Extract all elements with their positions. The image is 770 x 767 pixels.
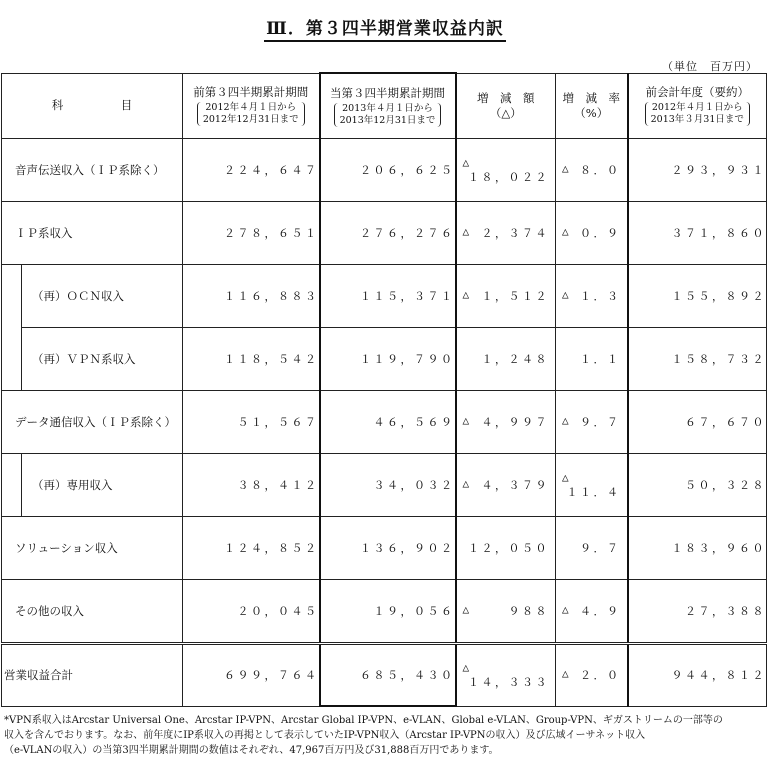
prev-year-value: ９４４，８１２ — [628, 644, 767, 707]
row-label: 音声伝送収入（ＩＰ系除く） — [2, 139, 183, 202]
change-value: １，５１２ — [481, 290, 549, 303]
header-prev-q3 — [183, 73, 320, 139]
prev-q3-value: ２２４，６４７ — [183, 139, 320, 202]
change-value: １４，３３３ — [468, 675, 549, 689]
header-rate-label: 増 減 率 — [562, 90, 620, 105]
table-row — [2, 265, 767, 328]
decrease-sign: △ — [462, 225, 472, 238]
change-cell — [456, 580, 556, 644]
decrease-sign: △ — [462, 288, 472, 301]
rate-sign: △ — [562, 288, 572, 301]
rate-value: ９．７ — [580, 542, 621, 555]
header-prev-q3-range: 2012年４月１日から 2012年12月31日まで — [197, 102, 305, 126]
prev-q3-value: １１６，８８３ — [183, 265, 320, 328]
rate-value: １．１ — [580, 353, 621, 366]
rate-cell — [556, 644, 628, 707]
cur-q3-value: ３４，０３２ — [320, 454, 456, 517]
rate-value: ０．９ — [580, 227, 621, 240]
change-cell — [456, 202, 556, 265]
prev-q3-value: ２７８，６５１ — [183, 202, 320, 265]
prev-year-value: ２９３，９３１ — [628, 139, 767, 202]
cur-q3-value: １９，０５６ — [320, 580, 456, 644]
table-row — [2, 454, 767, 517]
footnote-line: （e-VLANの収入）の当第3四半期累計期間の数値はそれぞれ、47,967百万円及び31,888百万円であります。 — [4, 745, 499, 756]
prev-year-value: １５８，７３２ — [628, 328, 767, 391]
rate-sign: △ — [562, 162, 572, 175]
indent-spacer — [2, 454, 22, 517]
decrease-sign: △ — [462, 414, 472, 427]
footnote-line: *VPN系収入はArcstar Universal One、Arcstar IP-VPN、Arcstar Global IP-VPN、e-VLAN、Global e-VLAN、Group-VPN、ギガストリームの一部等の — [4, 715, 723, 726]
header-change-sub: （△） — [489, 105, 522, 120]
footnote — [4, 713, 766, 758]
cur-q3-value: ２７６，２７６ — [320, 202, 456, 265]
prev-q3-value: ６９９，７６４ — [183, 644, 320, 707]
footnote-line: 収入を含んでおります。なお、前年度にIP系収入の再掲として表示していたIP-VPN収入（Arcstar IP-VPNの収入）及び広域イーサネット収入 — [4, 730, 646, 741]
revenue-breakdown-table — [1, 72, 767, 707]
decrease-sign: △ — [462, 477, 472, 490]
row-label: （再）専用収入 — [22, 454, 183, 517]
change-cell — [456, 391, 556, 454]
prev-q3-value: １２４，８５２ — [183, 517, 320, 580]
row-label: その他の収入 — [2, 580, 183, 644]
change-value: ４，３７９ — [481, 479, 549, 492]
change-value: １２，０５０ — [468, 542, 549, 555]
prev-year-value: １８３，９６０ — [628, 517, 767, 580]
indent-spacer — [2, 265, 22, 328]
rate-value: ９．７ — [580, 416, 621, 429]
rate-value: １．３ — [580, 290, 621, 303]
row-label: データ通信収入（ＩＰ系除く） — [2, 391, 183, 454]
rate-value: ２．０ — [580, 669, 621, 683]
decrease-sign: △ — [462, 660, 472, 674]
table-row — [2, 517, 767, 580]
prev-q3-value: ２０，０４５ — [183, 580, 320, 644]
change-value: ９８８ — [508, 605, 549, 618]
change-cell — [456, 328, 556, 391]
rate-cell — [556, 139, 628, 202]
header-cur-q3-range: 2013年４月１日から 2013年12月31日まで — [334, 103, 442, 127]
decrease-sign: △ — [462, 155, 472, 169]
table-row — [2, 202, 767, 265]
prev-q3-value: １１８，５４２ — [183, 328, 320, 391]
page-title: Ⅲ．第３四半期営業収益内訳 — [0, 14, 770, 39]
rate-cell — [556, 580, 628, 644]
change-cell — [456, 265, 556, 328]
header-prev-q3-label: 前第３四半期累計期間 — [193, 85, 309, 100]
change-value: ２，３７４ — [481, 227, 549, 240]
rate-cell — [556, 265, 628, 328]
rate-cell — [556, 454, 628, 517]
rate-cell — [556, 391, 628, 454]
header-row — [2, 73, 767, 139]
row-label: ソリューション収入 — [2, 517, 183, 580]
change-cell — [456, 644, 556, 707]
decrease-sign: △ — [462, 603, 472, 616]
prev-year-value: １５５，８９２ — [628, 265, 767, 328]
rate-sign: △ — [562, 470, 572, 484]
rate-value: １１．４ — [566, 485, 621, 499]
prev-year-value: ６７，６７０ — [628, 391, 767, 454]
total-row — [2, 644, 767, 707]
rate-cell — [556, 202, 628, 265]
change-value: １８，０２２ — [468, 170, 549, 184]
rate-cell — [556, 328, 628, 391]
table-row — [2, 580, 767, 644]
change-cell — [456, 139, 556, 202]
header-rate — [556, 73, 628, 139]
rate-cell — [556, 517, 628, 580]
prev-year-value: ３７１，８６０ — [628, 202, 767, 265]
table-row — [2, 328, 767, 391]
cur-q3-value: ２０６，６２５ — [320, 139, 456, 202]
header-cur-q3 — [320, 73, 456, 139]
header-change-label: 増 減 額 — [477, 90, 535, 105]
table-row — [2, 391, 767, 454]
prev-year-value: ２７，３８８ — [628, 580, 767, 644]
header-rate-sub: （%） — [574, 105, 609, 120]
unit-label: （単位 百万円） — [662, 60, 758, 73]
header-cur-q3-label: 当第３四半期累計期間 — [330, 85, 445, 100]
cur-q3-value: ６８５，４３０ — [320, 644, 456, 707]
change-cell — [456, 454, 556, 517]
rate-value: ８．０ — [580, 164, 621, 177]
header-prev-year-range: 2012年４月１日から 2013年３月31日まで — [645, 102, 750, 126]
row-label: 営業収益合計 — [2, 644, 183, 707]
header-prev-year-label: 前会計年度（要約） — [645, 85, 749, 100]
prev-q3-value: ３８，４１２ — [183, 454, 320, 517]
table-row — [2, 139, 767, 202]
change-value: ４，９９７ — [481, 416, 549, 429]
prev-q3-value: ５１，５６７ — [183, 391, 320, 454]
rate-sign: △ — [562, 667, 572, 681]
change-cell — [456, 517, 556, 580]
header-item: 科 目 — [2, 73, 183, 139]
header-change — [456, 73, 556, 139]
row-label: （再）ＶＰＮ系収入 — [22, 328, 183, 391]
cur-q3-value: １３６，９０２ — [320, 517, 456, 580]
rate-sign: △ — [562, 603, 572, 616]
header-prev-year — [628, 73, 767, 139]
rate-sign: △ — [562, 414, 572, 427]
cur-q3-value: ４６，５６９ — [320, 391, 456, 454]
change-value: １，２４８ — [481, 353, 549, 366]
prev-year-value: ５０，３２８ — [628, 454, 767, 517]
row-label: ＩＰ系収入 — [2, 202, 183, 265]
rate-value: ４．９ — [580, 605, 621, 618]
cur-q3-value: １１９，７９０ — [320, 328, 456, 391]
rate-sign: △ — [562, 225, 572, 238]
cur-q3-value: １１５，３７１ — [320, 265, 456, 328]
row-label: （再）ＯＣＮ収入 — [22, 265, 183, 328]
indent-spacer — [2, 328, 22, 391]
